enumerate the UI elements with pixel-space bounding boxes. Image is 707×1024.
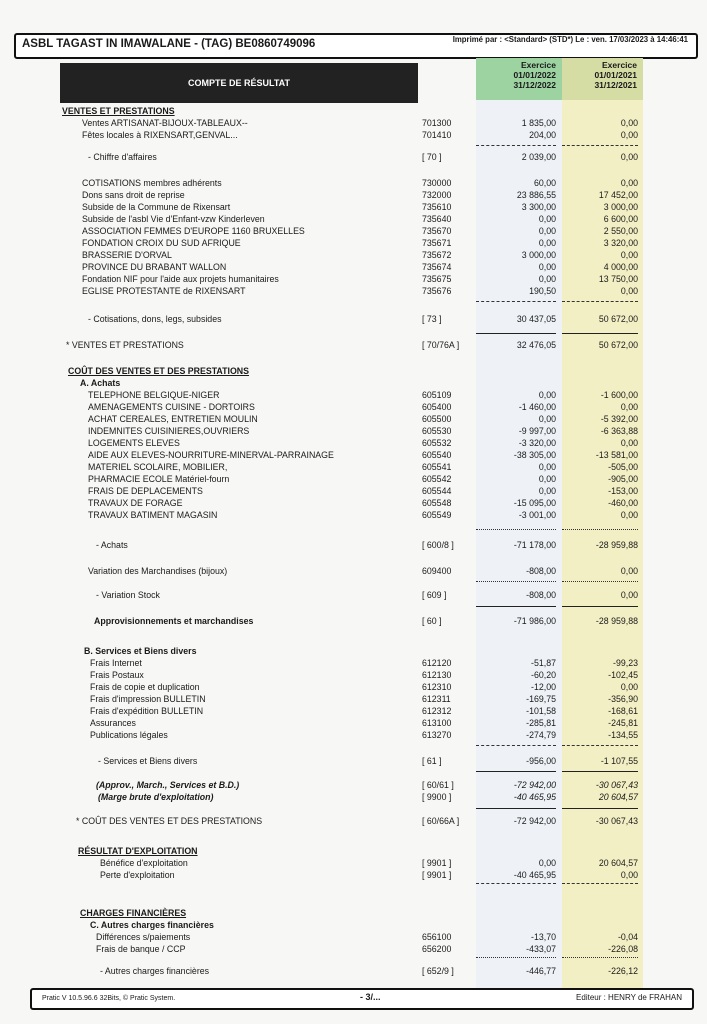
value-2021: 0,00 xyxy=(620,130,638,140)
value-2021: 0,00 xyxy=(620,870,638,880)
account-code: [ 652/9 ] xyxy=(422,966,454,976)
value-2022: 0,00 xyxy=(538,858,556,868)
separator xyxy=(476,745,556,746)
row-label: TRAVAUX BATIMENT MAGASIN xyxy=(88,510,218,520)
value-2022: -12,00 xyxy=(531,682,556,692)
row-label: Frais Postaux xyxy=(90,670,144,680)
value-2021: 0,00 xyxy=(620,566,638,576)
row-label: * COÛT DES VENTES ET DES PRESTATIONS xyxy=(76,816,263,826)
value-2021: 0,00 xyxy=(620,510,638,520)
value-2021: 17 452,00 xyxy=(598,190,638,200)
row-label: Subside de la Commune de Rixensart xyxy=(82,202,231,212)
row-label: - Achats xyxy=(96,540,128,550)
value-2022: 0,00 xyxy=(538,238,556,248)
row-label: LOGEMENTS ELEVES xyxy=(88,438,180,448)
editor-name: Editeur : HENRY de FRAHAN xyxy=(576,993,682,1002)
col2-end-date: 31/12/2021 xyxy=(594,80,637,90)
account-code: 735640 xyxy=(422,214,452,224)
row-label: COÛT DES VENTES ET DES PRESTATIONS xyxy=(68,366,250,376)
value-2022: 30 437,05 xyxy=(516,314,556,324)
account-code: [ 600/8 ] xyxy=(422,540,454,550)
value-2022: 0,00 xyxy=(538,390,556,400)
row-label: BRASSERIE D'ORVAL xyxy=(82,250,172,260)
row-label: - Services et Biens divers xyxy=(98,756,198,766)
value-2022: 0,00 xyxy=(538,226,556,236)
value-2022: -956,00 xyxy=(526,756,556,766)
account-code: [ 9901 ] xyxy=(422,870,452,880)
value-2021: 6 600,00 xyxy=(603,214,638,224)
account-code: 735670 xyxy=(422,226,452,236)
value-2021: -245,81 xyxy=(608,718,638,728)
value-2022: -169,75 xyxy=(526,694,556,704)
value-2022: 0,00 xyxy=(538,262,556,272)
value-2021: -6 363,88 xyxy=(600,426,638,436)
row-label: TELEPHONE BELGIQUE-NIGER xyxy=(88,390,220,400)
value-2021: -102,45 xyxy=(608,670,638,680)
value-2022: -38 305,00 xyxy=(513,450,556,460)
value-2021: -28 959,88 xyxy=(595,540,638,550)
account-code: 612311 xyxy=(422,694,451,704)
organization-name: ASBL TAGAST IN IMAWALANE - (TAG) BE0860749096 xyxy=(22,38,316,50)
value-2021: -226,08 xyxy=(608,944,638,954)
account-code: [ 70/76A ] xyxy=(422,340,460,350)
account-code: [ 9900 ] xyxy=(422,792,452,802)
row-label: INDEMNITES CUISINIERES,OUVRIERS xyxy=(88,426,250,436)
value-2021: 50 672,00 xyxy=(598,340,638,350)
account-code: 735610 xyxy=(422,202,452,212)
col1-start-date: 01/01/2022 xyxy=(513,70,556,80)
row-label: A. Achats xyxy=(80,378,121,388)
row-label: RÉSULTAT D'EXPLOITATION xyxy=(78,846,198,856)
value-2021: 0,00 xyxy=(620,152,638,162)
value-2021: -30 067,43 xyxy=(595,816,638,826)
value-2021: 3 320,00 xyxy=(603,238,638,248)
title-box xyxy=(60,63,418,103)
separator xyxy=(562,606,638,607)
page-title: COMPTE DE RÉSULTAT xyxy=(188,78,290,88)
account-code: 735675 xyxy=(422,274,452,284)
value-2021: -905,00 xyxy=(608,474,638,484)
row-label: Publications légales xyxy=(90,730,168,740)
value-2022: 0,00 xyxy=(538,214,556,224)
row-label: Frais d'expédition BULLETIN xyxy=(90,706,204,716)
account-code: 605541 xyxy=(422,462,452,472)
account-code: 605532 xyxy=(422,438,452,448)
value-2022: 60,00 xyxy=(533,178,556,188)
row-label: ACHAT CEREALES, ENTRETIEN MOULIN xyxy=(88,414,258,424)
account-code: 656100 xyxy=(422,932,452,942)
separator xyxy=(562,883,638,884)
value-2021: -30 067,43 xyxy=(595,780,638,790)
row-label: Variation des Marchandises (bijoux) xyxy=(88,566,228,576)
col2-start-date: 01/01/2021 xyxy=(594,70,637,80)
value-2022: -285,81 xyxy=(526,718,556,728)
page-header xyxy=(14,33,698,59)
account-code: 612120 xyxy=(422,658,452,668)
col1-label: Exercice xyxy=(521,60,556,70)
row-label: ASSOCIATION FEMMES D'EUROPE 1160 BRUXELLES xyxy=(82,226,305,236)
column-header-2021 xyxy=(562,58,643,100)
account-code: 735676 xyxy=(422,286,452,296)
value-2021: 0,00 xyxy=(620,178,638,188)
value-2021: 13 750,00 xyxy=(598,274,638,284)
value-2022: 0,00 xyxy=(538,474,556,484)
value-2021: -1 600,00 xyxy=(600,390,638,400)
separator xyxy=(562,745,638,746)
value-2022: -446,77 xyxy=(526,966,556,976)
account-code: 612130 xyxy=(422,670,452,680)
separator xyxy=(476,771,556,772)
value-2022: 2 039,00 xyxy=(521,152,556,162)
value-2022: 0,00 xyxy=(538,486,556,496)
value-2022: -60,20 xyxy=(531,670,556,680)
account-code: 656200 xyxy=(422,944,452,954)
col1-end-date: 31/12/2022 xyxy=(513,80,556,90)
value-2022: -15 095,00 xyxy=(513,498,556,508)
account-code: 612312 xyxy=(422,706,452,716)
row-label: Approvisionnements et marchandises xyxy=(94,616,254,626)
page-footer xyxy=(30,988,694,1010)
row-label: Dons sans droit de reprise xyxy=(82,190,185,200)
separator xyxy=(476,333,556,334)
row-label: Bénéfice d'exploitation xyxy=(100,858,188,868)
value-2021: 20 604,57 xyxy=(598,792,638,802)
row-label: (Marge brute d'exploitation) xyxy=(98,792,214,802)
row-label: (Approv., March., Services et B.D.) xyxy=(96,780,240,790)
account-code: 701300 xyxy=(422,118,452,128)
separator xyxy=(476,529,556,530)
account-code: 612310 xyxy=(422,682,452,692)
account-code: [ 60 ] xyxy=(422,616,442,626)
row-label: AMENAGEMENTS CUISINE - DORTOIRS xyxy=(88,402,255,412)
account-code: 701410 xyxy=(422,130,452,140)
separator xyxy=(562,301,638,302)
value-2022: -71 986,00 xyxy=(513,616,556,626)
value-2021: 2 550,00 xyxy=(603,226,638,236)
account-code: 605400 xyxy=(422,402,452,412)
value-2022: -808,00 xyxy=(526,590,556,600)
value-2022: -808,00 xyxy=(526,566,556,576)
account-code: [ 61 ] xyxy=(422,756,442,766)
row-label: Frais de banque / CCP xyxy=(96,944,186,954)
value-2022: 23 886,55 xyxy=(516,190,556,200)
row-label: - Chiffre d'affaires xyxy=(88,152,157,162)
row-label: - Cotisations, dons, legs, subsides xyxy=(88,314,222,324)
row-label: Perte d'exploitation xyxy=(100,870,175,880)
value-2021: 0,00 xyxy=(620,402,638,412)
value-2022: -40 465,95 xyxy=(513,870,556,880)
value-2022: -433,07 xyxy=(526,944,556,954)
separator xyxy=(476,957,556,958)
account-code: 735674 xyxy=(422,262,452,272)
account-code: 605544 xyxy=(422,486,452,496)
value-2021: -13 581,00 xyxy=(595,450,638,460)
value-2022: -71 178,00 xyxy=(513,540,556,550)
value-2021: -99,23 xyxy=(613,658,638,668)
separator xyxy=(562,771,638,772)
account-code: 613100 xyxy=(422,718,452,728)
value-2021: -28 959,88 xyxy=(595,616,638,626)
value-2021: -134,55 xyxy=(608,730,638,740)
value-2021: 3 000,00 xyxy=(603,202,638,212)
account-code: 609400 xyxy=(422,566,452,576)
row-label: Fondation NIF pour l'aide aux projets humanitaires xyxy=(82,274,279,284)
row-label: PROVINCE DU BRABANT WALLON xyxy=(82,262,227,272)
value-2022: 0,00 xyxy=(538,462,556,472)
value-2021: -168,61 xyxy=(608,706,638,716)
separator xyxy=(562,333,638,334)
account-code: [ 9901 ] xyxy=(422,858,452,868)
value-2021: 0,00 xyxy=(620,250,638,260)
account-code: 613270 xyxy=(422,730,452,740)
row-label: Ventes ARTISANAT-BIJOUX-TABLEAUX-- xyxy=(82,118,248,128)
row-label: COTISATIONS membres adhérents xyxy=(82,178,222,188)
value-2022: -72 942,00 xyxy=(513,816,556,826)
value-2022: -3 001,00 xyxy=(518,510,556,520)
row-label: * VENTES ET PRESTATIONS xyxy=(66,340,184,350)
value-2021: -505,00 xyxy=(608,462,638,472)
separator xyxy=(476,808,556,809)
row-label: - Variation Stock xyxy=(96,590,160,600)
row-label: EGLISE PROTESTANTE de RIXENSART xyxy=(82,286,246,296)
row-label: FRAIS DE DEPLACEMENTS xyxy=(88,486,203,496)
value-2021: -153,00 xyxy=(608,486,638,496)
value-2022: -1 460,00 xyxy=(518,402,556,412)
account-code: 605542 xyxy=(422,474,452,484)
row-label: PHARMACIE ECOLE Matériel-fourn xyxy=(88,474,230,484)
separator xyxy=(476,301,556,302)
account-code: 605109 xyxy=(422,390,452,400)
account-code: 735672 xyxy=(422,250,452,260)
value-2022: -101,58 xyxy=(526,706,556,716)
value-2022: 0,00 xyxy=(538,414,556,424)
account-code: [ 60/66A ] xyxy=(422,816,460,826)
account-code: 605549 xyxy=(422,510,452,520)
value-2021: 20 604,57 xyxy=(598,858,638,868)
row-label: Subside de l'asbl Vie d'Enfant-vzw Kinderleven xyxy=(82,214,265,224)
value-2022: 204,00 xyxy=(529,130,556,140)
row-label: Assurances xyxy=(90,718,136,728)
account-code: [ 609 ] xyxy=(422,590,447,600)
value-2022: -13,70 xyxy=(531,932,556,942)
row-label: B. Services et Biens divers xyxy=(84,646,197,656)
value-2021: 0,00 xyxy=(620,286,638,296)
row-label: - Autres charges financières xyxy=(100,966,210,976)
value-2021: 0,00 xyxy=(620,590,638,600)
col2-label: Exercice xyxy=(602,60,637,70)
value-2022: -51,87 xyxy=(531,658,556,668)
value-2021: -0,04 xyxy=(617,932,638,942)
account-code: 605540 xyxy=(422,450,452,460)
row-label: CHARGES FINANCIÈRES xyxy=(80,908,187,918)
value-2021: 0,00 xyxy=(620,438,638,448)
value-2021: -5 392,00 xyxy=(600,414,638,424)
row-label: Frais Internet xyxy=(90,658,142,668)
separator xyxy=(476,145,556,146)
row-label: Fêtes locales à RIXENSART,GENVAL... xyxy=(82,130,238,140)
value-2022: 0,00 xyxy=(538,274,556,284)
row-label: VENTES ET PRESTATIONS xyxy=(62,106,175,116)
separator xyxy=(476,883,556,884)
row-label: AIDE AUX ELEVES-NOURRITURE-MINERVAL-PARRAINAGE xyxy=(88,450,334,460)
account-code: [ 70 ] xyxy=(422,152,442,162)
page-number: - 3/... xyxy=(360,992,381,1002)
row-label: TRAVAUX DE FORAGE xyxy=(88,498,183,508)
row-label: MATERIEL SCOLAIRE, MOBILIER, xyxy=(88,462,228,472)
value-2022: 32 476,05 xyxy=(516,340,556,350)
account-code: [ 60/61 ] xyxy=(422,780,454,790)
value-2021: 0,00 xyxy=(620,682,638,692)
print-info: Imprimé par : <Standard> (STD*) Le : ven. 17/03/2023 à 14:46:41 xyxy=(452,35,688,44)
separator xyxy=(476,606,556,607)
row-label: Frais d'impression BULLETIN xyxy=(90,694,206,704)
value-2022: -40 465,95 xyxy=(513,792,556,802)
value-2021: -460,00 xyxy=(608,498,638,508)
value-2021: -226,12 xyxy=(608,966,638,976)
value-2021: -356,90 xyxy=(608,694,638,704)
value-2022: -274,79 xyxy=(526,730,556,740)
separator xyxy=(562,145,638,146)
value-2021: 4 000,00 xyxy=(603,262,638,272)
row-label: C. Autres charges financières xyxy=(90,920,214,930)
account-code: 730000 xyxy=(422,178,452,188)
separator xyxy=(562,529,638,530)
value-2021: 50 672,00 xyxy=(598,314,638,324)
value-2022: -9 997,00 xyxy=(518,426,556,436)
account-code: 605530 xyxy=(422,426,452,436)
account-code: 605548 xyxy=(422,498,452,508)
row-label: FONDATION CROIX DU SUD AFRIQUE xyxy=(82,238,241,248)
row-label: Frais de copie et duplication xyxy=(90,682,200,692)
column-header-2022 xyxy=(476,58,562,100)
value-2022: 3 300,00 xyxy=(521,202,556,212)
account-code: 735671 xyxy=(422,238,452,248)
account-code: 605500 xyxy=(422,414,452,424)
value-2022: 1 835,00 xyxy=(521,118,556,128)
value-2021: -1 107,55 xyxy=(600,756,638,766)
separator xyxy=(476,581,556,582)
separator xyxy=(562,808,638,809)
software-credit: Pratic V 10.5.96.6 32Bits, © Pratic System. xyxy=(42,995,176,1002)
value-2022: 3 000,00 xyxy=(521,250,556,260)
value-2022: -72 942,00 xyxy=(513,780,556,790)
separator xyxy=(562,957,638,958)
separator xyxy=(562,581,638,582)
value-2021: 0,00 xyxy=(620,118,638,128)
value-2022: 190,50 xyxy=(529,286,556,296)
account-code: [ 73 ] xyxy=(422,314,442,324)
row-label: Différences s/paiements xyxy=(96,932,191,942)
account-code: 732000 xyxy=(422,190,452,200)
value-2022: -3 320,00 xyxy=(518,438,556,448)
